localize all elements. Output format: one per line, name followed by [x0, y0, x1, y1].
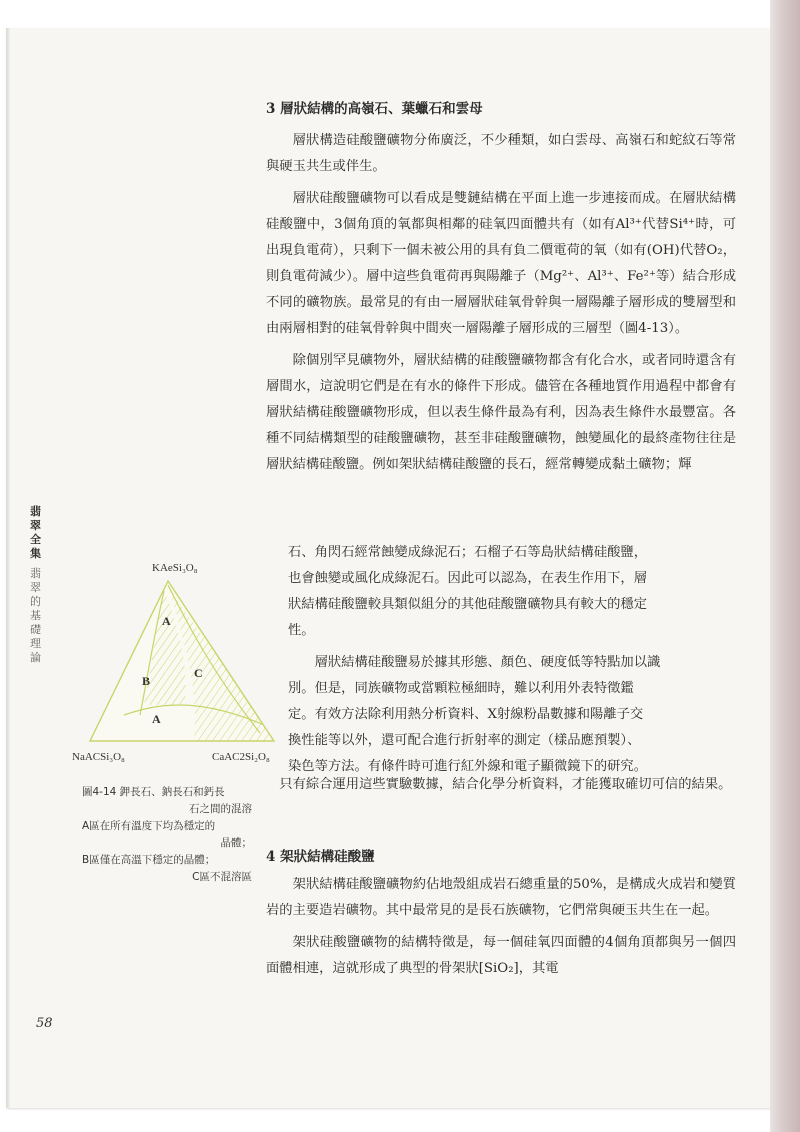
sidebar-char: 翠	[30, 581, 41, 594]
section4-heading: 4 架狀結構硅酸鹽	[266, 849, 375, 865]
paragraph: 層狀硅酸鹽礦物可以看成是雙鏈結構在平面上進一步連接而成。在層狀結構硅酸鹽中，3個角頂的氧都與相鄰的硅氧四面體共有（如有Al³⁺代替Si⁴⁺時，可出現負電荷），只剩下一個未被公用的具有負二價電荷的氧（如有(OH)代替O₂，則負電荷減少）。層中這些負電荷再與陽離子（Mg²⁺、Al³⁺、Fe²⁺等）結合形成不同的礦物族。最常見的有由一層層狀硅氧骨幹與一層陽離子層形成的雙層型和由兩層相對的硅氧骨幹與中間夾一層陽離子層形成的三層型（圖4-13）。	[266, 191, 736, 336]
paragraph: 只有綜合運用這些實驗數據，結合化學分析資料，才能獲取確切可信的結果。	[279, 777, 732, 792]
vertex-label-left: NaACSi₃O₈	[72, 751, 125, 763]
region-label-b: B	[142, 674, 151, 688]
text-line: 層狀結構硅酸鹽易於據其形態、顏色、硬度低等特點加以識	[314, 655, 661, 670]
text-line: 性。	[288, 623, 315, 638]
vertex-label-right: CaAC2Si₂O₈	[212, 751, 270, 763]
text-line: 狀結構硅酸鹽較具類似組分的其他硅酸鹽礦物具有較大的穩定	[288, 597, 648, 612]
sidebar-char: 基	[30, 609, 41, 622]
sidebar-char: 翠	[30, 519, 41, 532]
section3-heading: 3 層狀結構的高嶺石、葉蠟石和雲母	[266, 101, 483, 117]
text-line: 別。但是，同族礦物或當顆粒極細時，難以利用外表特徵鑑	[288, 681, 634, 696]
text-line: 染色等方法。有條件時可進行紅外線和電子顯微鏡下的研究。	[288, 759, 648, 774]
text-line: 也會蝕變或風化成綠泥石。因此可以認為，在表生作用下，層	[288, 571, 648, 586]
caption-line: 圖4-14 鉀長石、鈉長石和鈣長	[82, 786, 225, 798]
page-number: 58	[36, 1016, 53, 1031]
sidebar-char: 理	[30, 637, 41, 650]
ternary-diagram	[64, 555, 284, 775]
sidebar-char: 集	[30, 547, 41, 560]
sidebar-char: 的	[30, 595, 41, 608]
sidebar-char: 翡	[30, 567, 41, 580]
text-line: 換性能等以外，還可配合進行折射率的測定（樣品應預製）、	[288, 733, 641, 748]
text-line: 石、角閃石經常蝕變成綠泥石；石榴子石等島狀結構硅酸鹽，	[288, 545, 648, 560]
caption-line: 晶體；	[220, 837, 252, 849]
closing-paragraph	[266, 772, 736, 804]
caption-line: C區不混溶區	[192, 871, 252, 883]
region-label-a-top: A	[162, 614, 171, 628]
paragraph: 除個別罕見礦物外，層狀結構的硅酸鹽礦物都含有化合水，或者同時還含有層間水，這說明它們是在有水的條件下形成。儘管在各種地質作用過程中都會有層狀結構硅酸鹽礦物形成，但以表生條件最為有利，因為表生條件水最豐富。各種不同結構類型的硅酸鹽礦物，甚至非硅酸鹽礦物，蝕變風化的最終產物往往是層狀結構硅酸鹽。例如架狀結構硅酸鹽的長石，經常轉變成黏土礦物；輝	[266, 353, 736, 472]
caption-line: B區僅在高溫下穩定的晶體；	[82, 854, 216, 866]
binding-shadow	[6, 28, 10, 1108]
figure-caption	[82, 784, 252, 886]
sidebar-char: 礎	[30, 623, 41, 636]
caption-line: A區在所有溫度下均為穩定的	[82, 820, 216, 832]
section3-block	[266, 96, 736, 478]
section4-block	[266, 844, 736, 988]
region-label-c: C	[194, 666, 203, 680]
sidebar-book-title	[30, 505, 50, 665]
sidebar-char: 翡	[30, 505, 41, 518]
paragraph: 架狀結構硅酸鹽礦物約佔地殼組成岩石總重量的50%，是構成火成岩和變質岩的主要造岩礦物。其中最常見的是長石族礦物，它們常與硬玉共生在一起。	[266, 877, 736, 918]
sidebar-char: 全	[30, 533, 41, 546]
page-edge	[770, 0, 800, 1132]
region-label-a-bottom: A	[152, 712, 161, 726]
vertex-label-top: KAeSi₃O₈	[152, 562, 198, 574]
caption-line: 石之間的混溶	[189, 803, 252, 815]
sidebar-char: 論	[30, 651, 41, 664]
paragraph: 層狀構造硅酸鹽礦物分佈廣泛，不少種類，如白雲母、高嶺石和蛇紋石等常與硬玉共生或伴生。	[266, 133, 736, 174]
paragraph: 架狀硅酸鹽礦物的結構特徵是，每一個硅氧四面體的4個角頂都與另一個四面體相連，這就形成了典型的骨架狀[SiO₂]，其電	[266, 935, 736, 976]
figure-wrap-text	[288, 540, 740, 780]
text-line: 定。有效方法除利用熱分析資料、X射線粉晶數據和陽離子交	[288, 707, 644, 722]
